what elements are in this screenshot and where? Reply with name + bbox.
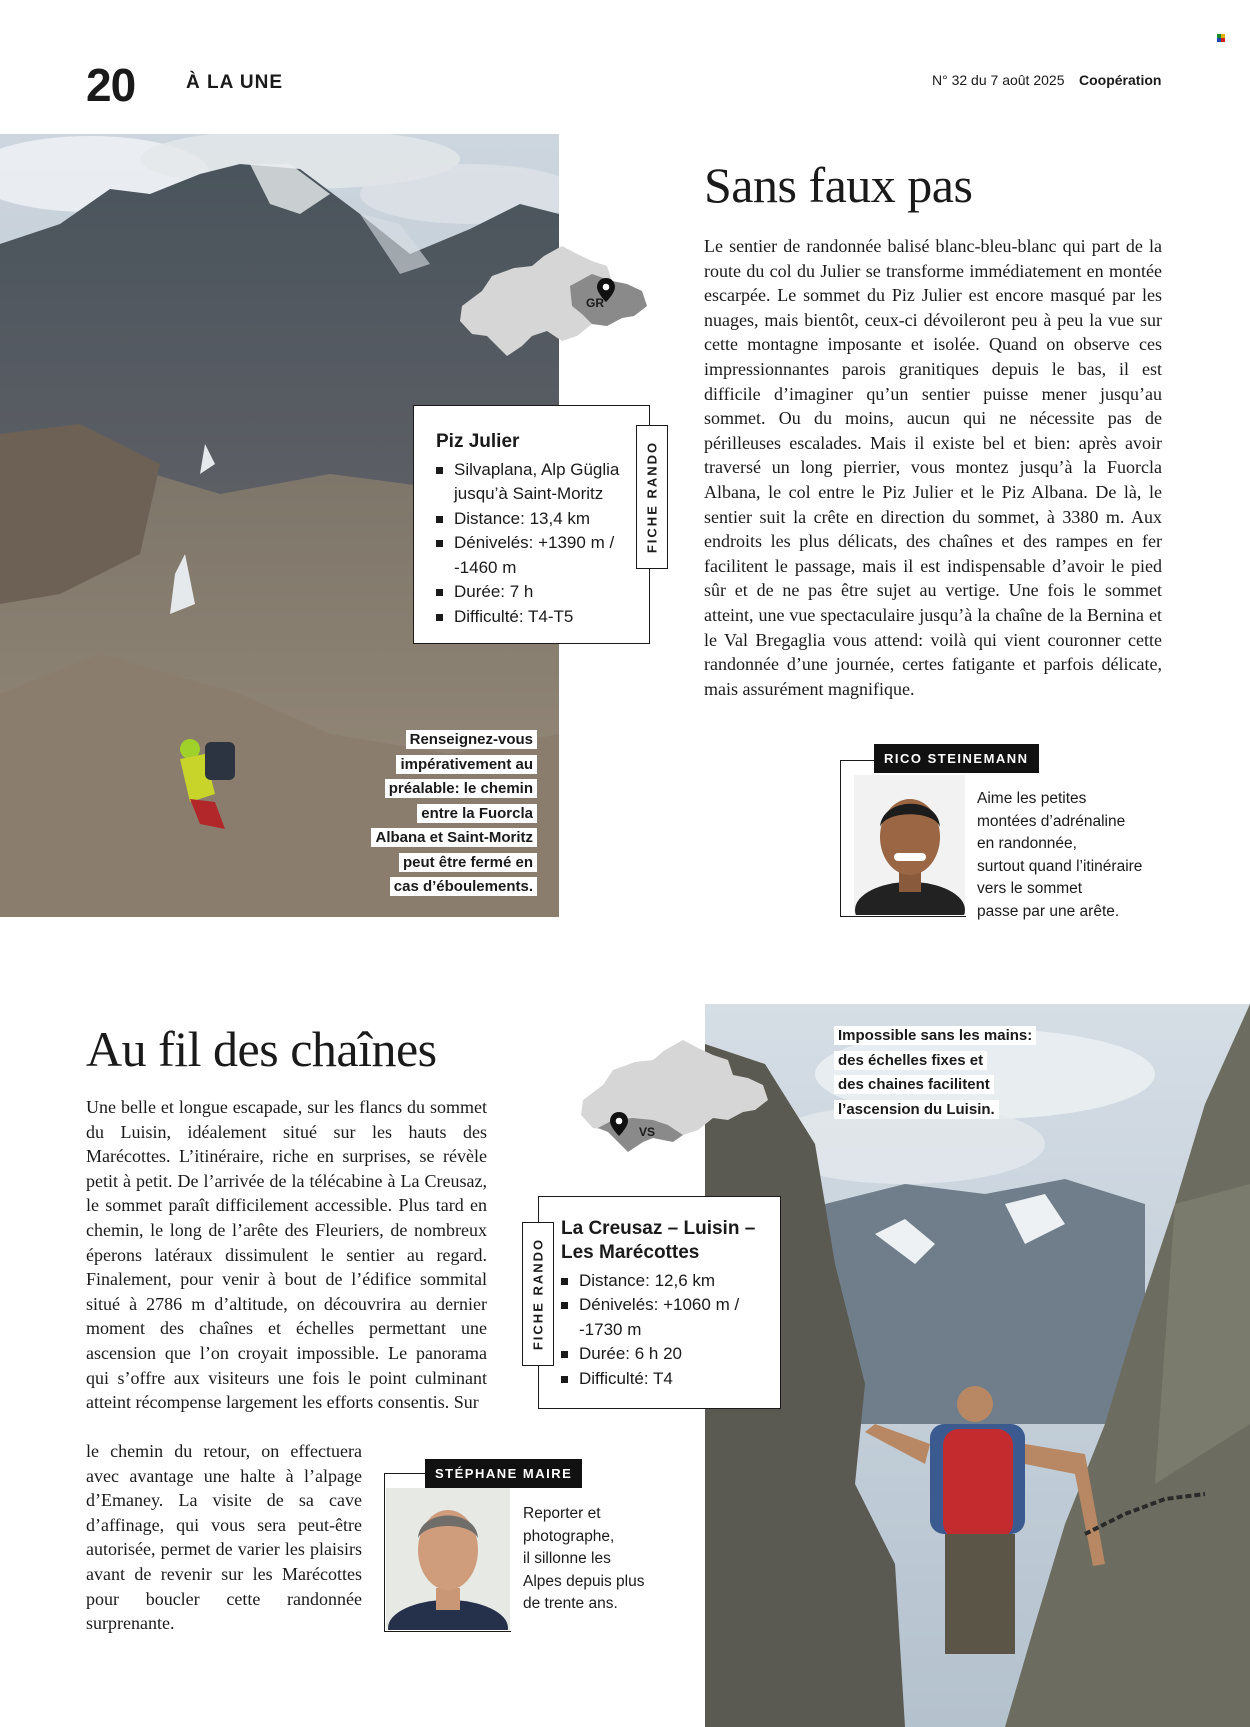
caption-line: préalable: le chemin [385, 779, 537, 798]
fact-item: Difficulté: T4-T5 [436, 605, 639, 630]
fact-box-title: La Creusaz – Luisin – Les Marécottes [561, 1218, 756, 1263]
caption-line: l’ascension du Luisin. [834, 1100, 999, 1119]
caption-line: des échelles fixes et [834, 1051, 987, 1070]
bio-line: il sillonne les [523, 1550, 611, 1567]
caption-line: cas d’éboulements. [390, 877, 537, 896]
fact-box-tab [636, 425, 668, 569]
fact-item: Dénivelés: +1060 m / -1730 m [561, 1293, 770, 1342]
bio-line: Aime les petites [977, 790, 1087, 807]
bio-line: montées d’adrénaline [977, 812, 1126, 830]
photo-caption-luisin [834, 1024, 1064, 1122]
bio-line: Reporter et [523, 1505, 601, 1522]
caption-line: des chaines facilitent [834, 1075, 994, 1094]
caption-line: Albana et Saint-Moritz [371, 828, 537, 847]
author-bio-stephane [523, 1503, 683, 1616]
section-rubric: À LA UNE [186, 72, 284, 93]
author-portrait-rico [854, 775, 965, 915]
article-2-body-continued: le chemin du retour, on effectuera avec avantage une halte à l’alpage d’Emaney. La visite de sa cave d’affinage, qui vous sera peut-être autorisée, permet de varier les plaisirs avant de revenir sur les Marécottes pour boucler cette randonnée surprenante. [86, 1441, 362, 1634]
bio-line: Alpes depuis plus [523, 1572, 645, 1590]
issue-date: N° 32 du 7 août 2025 [932, 72, 1065, 88]
portrait-illustration [386, 1488, 510, 1630]
fact-item: Silvaplana, Alp Güglia jusqu’à Saint-Moritz [436, 458, 639, 507]
caption-line: Renseignez-vous [406, 730, 537, 749]
article-1-body: Le sentier de randonnée balisé blanc-bleu-blanc qui part de la route du col du Julier se transforme immédiatement en montée escarpée. Le sommet du Piz Julier est encore masqué par les nuages, mais bientôt, ceux-ci dévoileront peu à peu la vue sur cette montagne imposante et isolée. Quand on observe ces impressionnantes parois granitiques depuis le bas, il est difficile d’imaginer qu’un sentier puisse mener jusqu’au sommet. Ou du moins, aucun qui ne nécessite pas de périlleuses escalades. Mais il existe bel et bien: après avoir traversé un long pierrier, vous montez jusqu’à la Fuorcla Albana, le col entre le Piz Julier et le Piz Albana. De là, le sentier suit la crête en direction du sommet, à 3380 m. Aux endroits les plus délicats, des chaînes et des rampes en fer facilitent le passage, mais il est indispensable d’avoir le pied sûr et de ne pas être sujet au vertige. Une fois le sommet atteint, une vue spectaculaire jusqu’à la chaîne de la Bernina et le Val Bregaglia vous attend: voilà qui vient couronner cette randonnée d’une journée, certes fatigante et parfois délicate, mais assurément magnifique. [704, 236, 1162, 699]
fact-item: Durée: 7 h [436, 580, 639, 605]
author-name-stephane: STÉPHANE MAIRE [425, 1459, 582, 1488]
fact-box-tab [522, 1222, 554, 1366]
switzerland-map-grisons [452, 236, 650, 362]
article-2-headline: Au fil des chaînes [86, 1021, 437, 1077]
caption-line: entre la Fuorcla [417, 804, 537, 823]
fact-item: Difficulté: T4 [561, 1367, 770, 1392]
region-label: VS [639, 1125, 656, 1139]
region-label: GR [586, 296, 604, 310]
caption-line: peut être fermé en [399, 853, 537, 872]
article-1-headline: Sans faux pas [704, 157, 973, 213]
fact-list [561, 1269, 770, 1392]
page-number: 20 [86, 59, 136, 111]
caption-line: Impossible sans les mains: [834, 1026, 1036, 1045]
fact-box-title: Piz Julier [436, 431, 520, 452]
fact-box-piz-julier [413, 405, 650, 644]
author-name-rico: RICO STEINEMANN [874, 744, 1039, 773]
bio-line: passe par une arête. [977, 902, 1120, 920]
fact-item: Distance: 13,4 km [436, 507, 639, 532]
bio-line: en randonnée, [977, 835, 1077, 852]
magazine-name: Coopération [1079, 72, 1162, 88]
fact-box-tab-label: FICHE RANDO [530, 1237, 546, 1351]
bio-line: surtout quand l’itinéraire [977, 857, 1143, 875]
caption-line: impérativement au [396, 755, 537, 774]
bio-line: photographe, [523, 1527, 615, 1545]
author-bio-rico [977, 788, 1177, 923]
author-portrait-stephane [386, 1488, 510, 1630]
photo-caption-piz-julier [330, 728, 537, 900]
bio-line: vers le sommet [977, 880, 1083, 897]
switzerland-map-valais [573, 1030, 771, 1156]
fact-item: Dénivelés: +1390 m / -1460 m [436, 531, 639, 580]
fact-list [436, 458, 639, 630]
registration-mark [1217, 34, 1225, 42]
portrait-illustration [854, 775, 965, 915]
fact-item: Durée: 6 h 20 [561, 1342, 770, 1367]
fact-box-luisin [538, 1196, 781, 1409]
fact-box-tab-label: FICHE RANDO [644, 440, 660, 554]
bio-line: de trente ans. [523, 1595, 618, 1612]
fact-item: Distance: 12,6 km [561, 1269, 770, 1294]
article-2-body-main: Une belle et longue escapade, sur les flancs du sommet du Luisin, idéalement situé sur les hauts des Marécottes. L’itinéraire, riche en surprises, se révèle petit à petit. De l’arrivée de la télécabine à La Creusaz, le sommet paraît difficilement accessible. Plus tard en chemin, le long de l’arête des Fleuriers, de nombreux éperons latéraux dissimulent le sentier au regard. Finalement, pour venir à bout de l’édifice sommital situé à 2786 m d’altitude, on découvrira au dernier moment des chaînes et échelles permettant une ascension que l’on croyait impossible. Le panorama qui s’offre aux visiteurs une fois le point culminant atteint récompense largement les efforts consentis. Sur [86, 1097, 487, 1413]
